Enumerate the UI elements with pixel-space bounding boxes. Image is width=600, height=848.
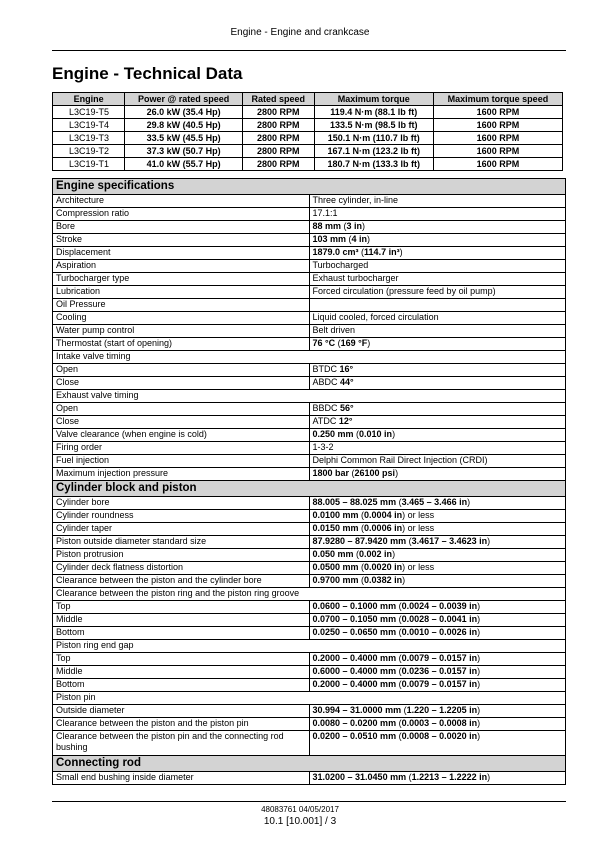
spec-value-bold: 0.0079 – 0.0157 in [401,679,478,689]
spec-value [309,221,566,234]
spec-value-bold: 4 in [351,234,368,244]
spec-value-text: ) [362,221,366,231]
table-row [53,364,566,377]
spec-value: Turbocharged [309,260,566,273]
spec-value [309,679,566,692]
spec-value-text: ( [346,234,352,244]
summary-cell-engine: L3C19-T5 [53,106,125,119]
spec-value-bold: 0.0382 in [364,575,403,585]
spec-value-bold: 169 °F [340,338,368,348]
summary-cell-torque-speed: 1600 RPM [433,132,562,145]
spec-value-bold: 0.002 in [359,549,393,559]
spec-value-bold: 0.0250 – 0.0650 mm [312,627,397,637]
spec-value-text: ) [467,497,471,507]
section-header-row [53,756,566,772]
summary-cell-torque: 180.7 N·m (133.3 lb ft) [314,158,433,171]
table-row [53,286,566,299]
spec-value-text: ( [396,679,402,689]
spec-value [309,653,566,666]
spec-label: Clearance between the piston pin and the connecting rod bushing [53,731,310,756]
summary-cell-power: 26.0 kW (35.4 Hp) [125,106,243,119]
table-row [53,377,566,390]
table-row [53,653,566,666]
spec-value-text: ) [477,679,481,689]
table-row [53,338,566,351]
spec-value-text: ( [396,653,402,663]
subgroup-row [53,351,566,364]
spec-value-text: ( [396,627,402,637]
summary-cell-power: 37.3 kW (50.7 Hp) [125,145,243,158]
table-row [53,497,566,510]
spec-value-bold: 0.0010 – 0.0026 in [401,627,478,637]
table-row [53,325,566,338]
spec-value: Exhaust turbocharger [309,273,566,286]
spec-value-bold: 0.0008 – 0.0020 in [401,731,478,741]
spec-value [309,497,566,510]
spec-value-bold: 0.0700 – 0.1050 mm [312,614,397,624]
summary-cell-engine: L3C19-T2 [53,145,125,158]
spec-label: Close [53,377,310,390]
column-header: Maximum torque [314,93,433,106]
spec-value [309,705,566,718]
engine-specifications-table [52,178,566,785]
summary-cell-rated-speed: 2800 RPM [243,132,315,145]
spec-value: Liquid cooled, forced circulation [309,312,566,325]
spec-value-text: ( [396,718,402,728]
table-row [53,145,563,158]
spec-value-bold: 0.010 in [359,429,393,439]
document-reference: 48083761 04/05/2017 [261,805,339,814]
spec-value-bold: 0.0024 – 0.0039 in [401,601,478,611]
summary-header-row [53,93,563,106]
spec-label: Open [53,403,310,416]
table-row [53,536,566,549]
spec-label: Bottom [53,627,310,640]
spec-value [309,549,566,562]
spec-label: Cylinder deck flatness distortion [53,562,310,575]
spec-value-text: ( [353,429,360,439]
section-header-row [53,481,566,497]
spec-value-text: ) [392,429,396,439]
spec-value-text: ( [358,247,365,257]
spec-value-bold: 0.0003 – 0.0008 in [401,718,478,728]
spec-value-bold: 26100 psi [354,468,396,478]
section-title: Connecting rod [53,756,566,772]
spec-value-bold: 87.9280 – 87.9420 mm [312,536,407,546]
spec-value-bold: 0.9700 mm [312,575,359,585]
spec-value-text: ABDC [312,377,341,387]
engine-summary-table [52,92,563,171]
spec-value-bold: 0.2000 – 0.4000 mm [312,679,397,689]
spec-value [309,247,566,260]
spec-value-text: ( [349,468,355,478]
spec-label: Middle [53,666,310,679]
spec-value-text: ( [396,666,402,676]
summary-cell-torque: 167.1 N·m (123.2 lb ft) [314,145,433,158]
spec-value-bold: 114.7 in³ [364,247,400,257]
spec-value [309,562,566,575]
spec-value-text: ( [396,614,402,624]
spec-value [309,429,566,442]
subgroup-label: Clearance between the piston ring and the piston ring groove [53,588,566,601]
table-row [53,416,566,429]
spec-value-text: ( [358,575,365,585]
spec-value-bold: 1879.0 cm³ [312,247,359,257]
spec-label: Aspiration [53,260,310,273]
table-row [53,705,566,718]
spec-value-text: ) [477,614,481,624]
spec-value-text: ( [358,523,365,533]
spec-label: Middle [53,614,310,627]
spec-value-bold: 0.0006 in [364,523,403,533]
table-row [53,718,566,731]
spec-value-bold: 1.220 – 1.2205 in [406,705,478,715]
spec-value-text: ) or less [402,510,435,520]
spec-value-bold: 30.994 – 31.0000 mm [312,705,402,715]
spec-value [309,772,566,785]
spec-value-bold: 1.2213 – 1.2222 in [411,772,488,782]
spec-value [309,403,566,416]
spec-value [309,718,566,731]
spec-value-bold: 0.0200 – 0.0510 mm [312,731,397,741]
summary-cell-power: 29.8 kW (40.5 Hp) [125,119,243,132]
spec-value-bold: 3.465 – 3.466 in [401,497,468,507]
summary-cell-rated-speed: 2800 RPM [243,119,315,132]
table-row [53,119,563,132]
table-row [53,510,566,523]
spec-value-text: ( [396,601,402,611]
spec-label: Turbocharger type [53,273,310,286]
spec-label: Oil Pressure [53,299,310,312]
table-row [53,627,566,640]
spec-value [309,416,566,429]
spec-label: Top [53,601,310,614]
spec-label: Lubrication [53,286,310,299]
spec-label: Compression ratio [53,208,310,221]
spec-value-bold: 3 in [346,221,363,231]
spec-label: Water pump control [53,325,310,338]
column-header: Power @ rated speed [125,93,243,106]
spec-value-bold: 0.2000 – 0.4000 mm [312,653,397,663]
spec-value-text: ) [392,549,396,559]
table-row [53,158,563,171]
spec-value [309,731,566,756]
section-header-row [53,179,566,195]
spec-label: Architecture [53,195,310,208]
summary-cell-rated-speed: 2800 RPM [243,145,315,158]
spec-label: Top [53,653,310,666]
spec-value [309,575,566,588]
table-row [53,273,566,286]
spec-value [309,627,566,640]
spec-value-bold: 0.0500 mm [312,562,359,572]
table-row [53,403,566,416]
table-row [53,455,566,468]
spec-label: Firing order [53,442,310,455]
spec-value: Forced circulation (pressure feed by oil pump) [309,286,566,299]
spec-value: Three cylinder, in-line [309,195,566,208]
summary-cell-torque: 133.5 N·m (98.5 lb ft) [314,119,433,132]
subgroup-row [53,588,566,601]
table-row [53,195,566,208]
spec-value [309,536,566,549]
spec-label: Close [53,416,310,429]
spec-value-text: ( [406,772,412,782]
spec-value-text: ATDC [312,416,339,426]
spec-value-text: ) [367,338,371,348]
spec-value [309,364,566,377]
spec-value-text: ) [487,536,491,546]
spec-value: Belt driven [309,325,566,338]
running-header: Engine - Engine and crankcase [230,27,370,38]
summary-cell-torque-speed: 1600 RPM [433,119,562,132]
spec-value-text: ) [395,468,399,478]
spec-label: Fuel injection [53,455,310,468]
spec-value-bold: 0.0080 – 0.0200 mm [312,718,397,728]
table-row [53,575,566,588]
spec-label: Small end bushing inside diameter [53,772,310,785]
spec-value-bold: 12° [338,416,353,426]
section-title: Cylinder block and piston [53,481,566,497]
spec-value-bold: 0.6000 – 0.4000 mm [312,666,397,676]
spec-value-text: ) [477,731,481,741]
spec-value: 1-3-2 [309,442,566,455]
spec-value-text: BBDC [312,403,341,413]
spec-value-bold: 0.0020 in [364,562,403,572]
table-row [53,772,566,785]
summary-cell-power: 41.0 kW (55.7 Hp) [125,158,243,171]
spec-value-text: ( [401,705,407,715]
spec-label: Outside diameter [53,705,310,718]
spec-value-text: ( [406,536,412,546]
spec-label: Valve clearance (when engine is cold) [53,429,310,442]
table-row [53,442,566,455]
table-row [53,601,566,614]
spec-value-bold: 3.4617 – 3.4623 in [411,536,488,546]
spec-label: Bottom [53,679,310,692]
spec-label: Clearance between the piston and the cylinder bore [53,575,310,588]
table-row [53,221,566,234]
spec-value-text: ) or less [402,523,435,533]
spec-label: Cylinder taper [53,523,310,536]
spec-value [309,377,566,390]
spec-value-text: BTDC [312,364,340,374]
subgroup-label: Exhaust valve timing [53,390,566,403]
spec-value-bold: 88.005 – 88.025 mm [312,497,397,507]
summary-cell-engine: L3C19-T3 [53,132,125,145]
spec-value [309,299,566,312]
spec-value [309,601,566,614]
page-number: 10.1 [10.001] / 3 [263,816,337,827]
spec-value-text: ) [477,627,481,637]
spec-value-text: ) [367,234,371,244]
spec-label: Bore [53,221,310,234]
summary-cell-engine: L3C19-T4 [53,119,125,132]
summary-cell-rated-speed: 2800 RPM [243,106,315,119]
spec-label: Open [53,364,310,377]
spec-value [309,523,566,536]
table-row [53,429,566,442]
spec-value-text: ) [477,705,481,715]
spec-value-bold: 44° [340,377,354,387]
spec-value [309,468,566,481]
summary-cell-power: 33.5 kW (45.5 Hp) [125,132,243,145]
summary-cell-torque-speed: 1600 RPM [433,145,562,158]
spec-label: Clearance between the piston and the piston pin [53,718,310,731]
spec-value: 17.1:1 [309,208,566,221]
spec-value-bold: 0.0028 – 0.0041 in [401,614,478,624]
spec-value-text: ) [399,247,403,257]
table-row [53,614,566,627]
spec-value-text: ) [477,718,481,728]
table-row [53,468,566,481]
spec-value-bold: 0.250 mm [312,429,354,439]
spec-value-text: ( [396,497,402,507]
table-row [53,208,566,221]
table-row [53,312,566,325]
spec-value [309,234,566,247]
subgroup-label: Piston ring end gap [53,640,566,653]
spec-value-bold: 0.0150 mm [312,523,359,533]
table-row [53,549,566,562]
subgroup-label: Intake valve timing [53,351,566,364]
spec-value-text: ) [477,653,481,663]
section-title: Engine specifications [53,179,566,195]
spec-value-text: ) or less [402,562,435,572]
summary-cell-rated-speed: 2800 RPM [243,158,315,171]
column-header: Rated speed [243,93,315,106]
spec-label: Cylinder roundness [53,510,310,523]
spec-value-text: ) [477,601,481,611]
spec-value-bold: 16° [339,364,354,374]
spec-label: Cylinder bore [53,497,310,510]
table-row [53,234,566,247]
table-row [53,666,566,679]
spec-value-bold: 0.0600 – 0.1000 mm [312,601,397,611]
header-rule [52,50,566,51]
spec-value: Delphi Common Rail Direct Injection (CRDI) [309,455,566,468]
subgroup-row [53,640,566,653]
spec-label: Piston protrusion [53,549,310,562]
spec-value-bold: 76 °C [312,338,336,348]
subgroup-row [53,692,566,705]
column-header: Engine [53,93,125,106]
spec-value-text: ( [358,510,365,520]
spec-value [309,666,566,679]
spec-label: Thermostat (start of opening) [53,338,310,351]
spec-value-text: ( [358,562,365,572]
spec-value-text: ) [402,575,406,585]
spec-value-text: ) [487,772,491,782]
subgroup-row [53,390,566,403]
table-row [53,299,566,312]
spec-value-bold: 0.0004 in [364,510,403,520]
summary-cell-engine: L3C19-T1 [53,158,125,171]
spec-label: Piston outside diameter standard size [53,536,310,549]
spec-value-bold: 0.0236 – 0.0157 in [401,666,478,676]
spec-value-text: ) [477,666,481,676]
spec-label: Cooling [53,312,310,325]
spec-label: Maximum injection pressure [53,468,310,481]
table-row [53,562,566,575]
spec-value [309,614,566,627]
spec-value-bold: 56° [340,403,354,413]
spec-value-bold: 0.0079 – 0.0157 in [401,653,478,663]
spec-value-text: ( [353,549,360,559]
subgroup-label: Piston pin [53,692,566,705]
spec-value-text: ( [396,731,402,741]
spec-label: Stroke [53,234,310,247]
spec-value-bold: 1800 bar [312,468,350,478]
summary-cell-torque-speed: 1600 RPM [433,106,562,119]
spec-value [309,510,566,523]
spec-value-text: ( [341,221,347,231]
table-row [53,260,566,273]
footer-rule [52,801,566,802]
summary-cell-torque-speed: 1600 RPM [433,158,562,171]
page-title: Engine - Technical Data [52,64,243,83]
table-row [53,106,563,119]
summary-cell-torque: 150.1 N·m (110.7 lb ft) [314,132,433,145]
column-header: Maximum torque speed [433,93,562,106]
table-row [53,679,566,692]
spec-value-bold: 31.0200 – 31.0450 mm [312,772,407,782]
spec-label: Displacement [53,247,310,260]
table-row [53,523,566,536]
spec-value-bold: 88 mm [312,221,342,231]
table-row [53,247,566,260]
spec-value-bold: 0.050 mm [312,549,354,559]
summary-cell-torque: 119.4 N·m (88.1 lb ft) [314,106,433,119]
spec-value [309,338,566,351]
table-row [53,731,566,756]
spec-value-text: ( [335,338,341,348]
table-row [53,132,563,145]
spec-value-bold: 0.0100 mm [312,510,359,520]
spec-value-bold: 103 mm [312,234,347,244]
